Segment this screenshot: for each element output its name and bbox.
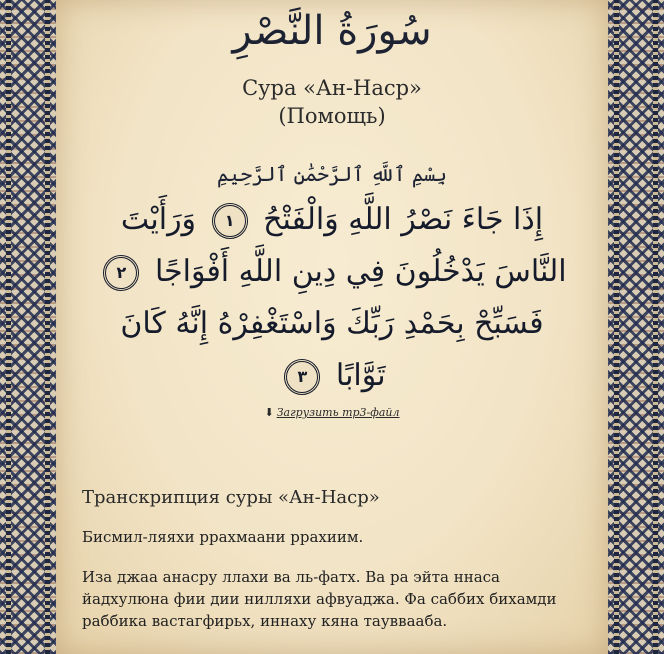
verses-block bbox=[96, 194, 568, 402]
surah-title-line1: Сура «Ан-Наср» bbox=[242, 76, 422, 100]
transcription-bismillah: Бисмил-ляяхи ррахмаани ррахиим. bbox=[82, 528, 364, 546]
verse-3-number: ٣ bbox=[284, 359, 320, 395]
transcription-heading: Транскрипция суры «Ан-Наср» bbox=[82, 487, 380, 508]
left-ornamental-border bbox=[0, 0, 56, 654]
verse-1-number: ١ bbox=[212, 203, 248, 239]
transcription-text: Иза джаа анасру ллахи ва ль-фатх. Ва ра эйта ннаса йадхулюна фии дии нилляхи афвуаджа. Фа саббих бихамди раббика вастагфирьх, иннаху кяна тауввааба. bbox=[82, 568, 557, 630]
verse-1-text: إِذَا جَاءَ نَصْرُ اللَّهِ وَالْفَتْحُ bbox=[263, 202, 544, 237]
surah-title-russian bbox=[56, 74, 608, 130]
download-mp3-link[interactable]: Загрузить mp3-файл bbox=[276, 406, 400, 419]
page-content bbox=[56, 0, 608, 654]
download-row bbox=[56, 406, 608, 419]
verse-3-text: فَسَبِّحْ بِحَمْدِ رَبِّكَ وَاسْتَغْفِرْهُ إِنَّهُ كَانَ تَوَّابًا bbox=[120, 306, 544, 393]
verse-2-number: ٢ bbox=[103, 255, 139, 291]
surah-title-arabic: سُورَةُ النَّصْرِ bbox=[232, 8, 432, 54]
verse-2-text: وَرَأَيْتَ النَّاسَ يَدْخُلُونَ فِي دِينِ اللَّهِ أَفْوَاجًا bbox=[120, 202, 567, 289]
surah-title-line2: (Помощь) bbox=[278, 104, 386, 128]
right-ornamental-border bbox=[608, 0, 664, 654]
bismillah: بِسْمِ ٱللَّهِ ٱلرَّحْمَٰنِ ٱلرَّحِيمِ bbox=[216, 162, 447, 186]
download-icon[interactable]: ⬇ bbox=[264, 406, 274, 419]
